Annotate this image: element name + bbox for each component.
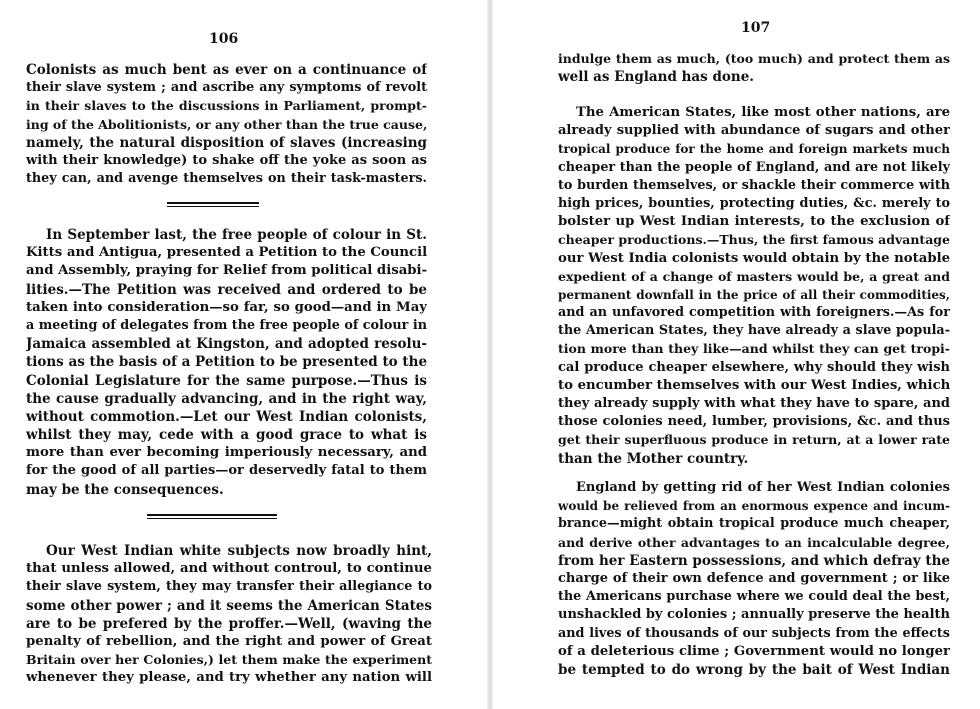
text-line: Britain over her Colonies,) let them make the experiment (26, 652, 432, 668)
text-line: already supplied with abundance of sugars and other (558, 123, 950, 139)
left-paragraph-1 (26, 61, 427, 188)
text-line: Colonial Legislature for the same purpose.—Thus is (26, 372, 427, 389)
text-line: brance—might obtain tropical produce much cheaper, (558, 516, 950, 532)
text-line: indulge them as much, (too much) and protect them as (558, 51, 950, 66)
text-line: from her Eastern possessions, and which defray the (558, 552, 950, 569)
text-line: with their knowledge) to shake off the yoke as soon as (26, 152, 427, 168)
text-line: they already supply with what they have to spare, and (558, 396, 950, 411)
text-line: England by getting rid of her West Indian colonies (576, 480, 950, 495)
section-divider (147, 514, 277, 520)
left-paragraph-3 (26, 542, 432, 688)
text-line: their slave system, they may transfer their allegiance to (26, 579, 432, 595)
left-paragraph-2 (26, 226, 427, 499)
text-line: to encumber themselves with our West Indies, which (558, 377, 950, 393)
text-line: a meeting of delegates from the free people of colour in (26, 317, 427, 333)
text-line: and derive other advantages to an incalculable degree, (558, 534, 950, 550)
text-line: whilst they may, cede with a good grace to what is (26, 427, 427, 444)
text-line: that unless allowed, and without controul, to continue (26, 561, 432, 577)
text-line: bolster up West Indian interests, to the exclusion of (558, 214, 950, 230)
text-line: expedient of a change of masters would be, a great and (558, 268, 950, 284)
text-line: they can, and avenge themselves on their task-masters. (26, 171, 427, 187)
text-line: namely, the natural disposition of slaves (increasing (26, 134, 427, 151)
right-paragraph-1 (558, 50, 950, 86)
text-line: more than ever becoming imperiously necessary, and (26, 445, 427, 461)
text-line: get their superfluous produce in return, at a lower rate (558, 432, 950, 448)
text-line: those colonies need, lumber, provisions, &c. and thus (558, 414, 950, 430)
page-number-left: 106 (209, 31, 239, 47)
text-line: taken into consideration—so far, so good—and in May (26, 299, 427, 315)
text-line: high prices, bounties, protecting duties, &c. merely to (558, 195, 950, 211)
text-line: are to be prefered by the proffer.—Well, (waving the (26, 615, 432, 632)
text-line: in their slaves to the discussions in Parliament, prompt- (26, 98, 427, 114)
text-line: than the Mother country. (558, 450, 749, 467)
text-line: cheaper productions.—Thus, the first famous advantage (558, 232, 950, 248)
text-line: our West India colonists would obtain by the notable (558, 250, 950, 266)
text-line: tions as the basis of a Petition to be presented to the (26, 354, 427, 371)
text-line: lities.—The Petition was received and ordered to be (26, 281, 427, 298)
text-line: some other power ; and it seems the American States (26, 597, 432, 614)
text-line: In September last, the free people of colour in St. (46, 227, 427, 243)
text-line: may be the consequences. (26, 481, 224, 498)
text-line: Kitts and Antigua, presented a Petition to the Council (26, 245, 427, 261)
text-line: charge of their own defence and government ; or like (558, 570, 950, 586)
text-line: Our West Indian white subjects now broadly hint, (46, 543, 432, 559)
right-page (490, 0, 980, 709)
text-line: Colonists as much bent as ever on a continuance of (26, 62, 427, 78)
text-line: well as England has done. (558, 69, 755, 86)
text-line: the Americans purchase where we could deal the best, (558, 589, 950, 605)
page-number-right: 107 (741, 20, 771, 36)
text-line: be tempted to do wrong by the bait of West Indian (558, 661, 950, 678)
text-line: cal produce cheaper elsewhere, why should they wish (558, 359, 950, 375)
right-paragraph-2 (558, 104, 950, 468)
text-line: and an unfavored competition with foreigners.—As for (558, 305, 950, 321)
section-divider (167, 202, 259, 208)
text-line: for the good of all parties—or deservedly fatal to them (26, 463, 427, 479)
text-line: Jamaica assembled at Kingston, and adopted resolu- (26, 336, 427, 353)
text-line: unshackled by colonies ; annually preserve the health (558, 607, 950, 623)
text-line: of a deleterious clime ; Government would no longer (558, 643, 950, 659)
text-line: The American States, like most other nations, are (576, 105, 950, 120)
text-line: ing of the Abolitionists, or any other than the true cause, (26, 116, 427, 132)
text-line: without commotion.—Let our West Indian colonists, (26, 408, 427, 425)
text-line: permanent downfall in the price of all their commodities, (558, 287, 950, 302)
text-line: whenever they please, and try whether any nation will (26, 670, 432, 686)
text-line: and lives of thousands of our subjects from the effects (558, 625, 950, 641)
text-line: tion more than they like—and whilst they can get tropi- (558, 341, 950, 357)
text-line: to burden themselves, or shackle their commerce with (558, 177, 950, 193)
text-line: the American States, they have already a slave popula- (558, 323, 950, 339)
text-line: tropical produce for the home and foreign markets much (558, 142, 950, 157)
text-line: and Assembly, praying for Relief from political disabi- (26, 263, 427, 279)
text-line: penalty of rebellion, and the right and power of Great (26, 633, 432, 649)
right-paragraph-3 (558, 479, 950, 679)
text-line: their slave system ; and ascribe any symptoms of revolt (26, 80, 427, 96)
text-line: would be relieved from an enormous expence and incum- (558, 499, 950, 514)
text-line: cheaper than the people of England, and are not likely (558, 159, 950, 175)
text-line: the cause gradually advancing, and in the right way, (26, 390, 427, 407)
